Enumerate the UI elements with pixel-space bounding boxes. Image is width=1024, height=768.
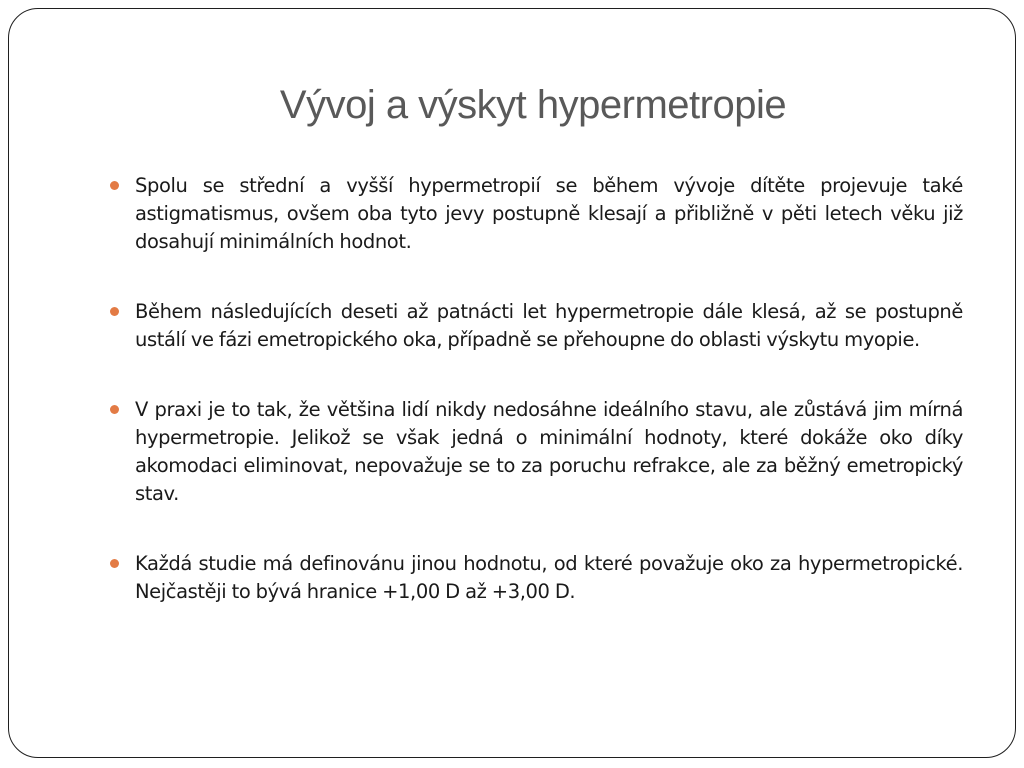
bullet-list <box>135 172 963 648</box>
bullet-item <box>135 396 963 508</box>
bullet-text: Spolu se střední a vyšší hypermetropií se během vývoje dítěte projevuje také astigmatismus, ovšem oba tyto jevy postupně klesají a přibližně v pěti letech věku již dosahují minimálních hodnot. <box>135 174 963 253</box>
bullet-dot-icon <box>110 559 119 568</box>
slide <box>8 8 1016 758</box>
slide-title: Vývoj a výskyt hypermetropie <box>279 83 787 127</box>
bullet-item <box>135 298 963 354</box>
bullet-text: Každá studie má definovánu jinou hodnotu, od které považuje oko za hypermetropické. Nejčastěji to bývá hranice +1,00 D až +3,00 D. <box>135 552 963 603</box>
bullet-item <box>135 172 963 256</box>
bullet-text: Během následujících deseti až patnácti let hypermetropie dále klesá, až se postupně ustálí ve fázi emetropického oka, případně se přehoupne do oblasti výskytu myopie. <box>135 300 963 351</box>
bullet-dot-icon <box>110 181 119 190</box>
bullet-item <box>135 550 963 606</box>
bullet-dot-icon <box>110 307 119 316</box>
bullet-text: V praxi je to tak, že většina lidí nikdy nedosáhne ideálního stavu, ale zůstává jim mírná hypermetropie. Jelikož se však jedná o minimální hodnoty, které dokáže oko díky akomodaci eliminovat, nepovažuje se to za poruchu refrakce, ale za běžný emetropický stav. <box>135 398 963 505</box>
bullet-dot-icon <box>110 405 119 414</box>
